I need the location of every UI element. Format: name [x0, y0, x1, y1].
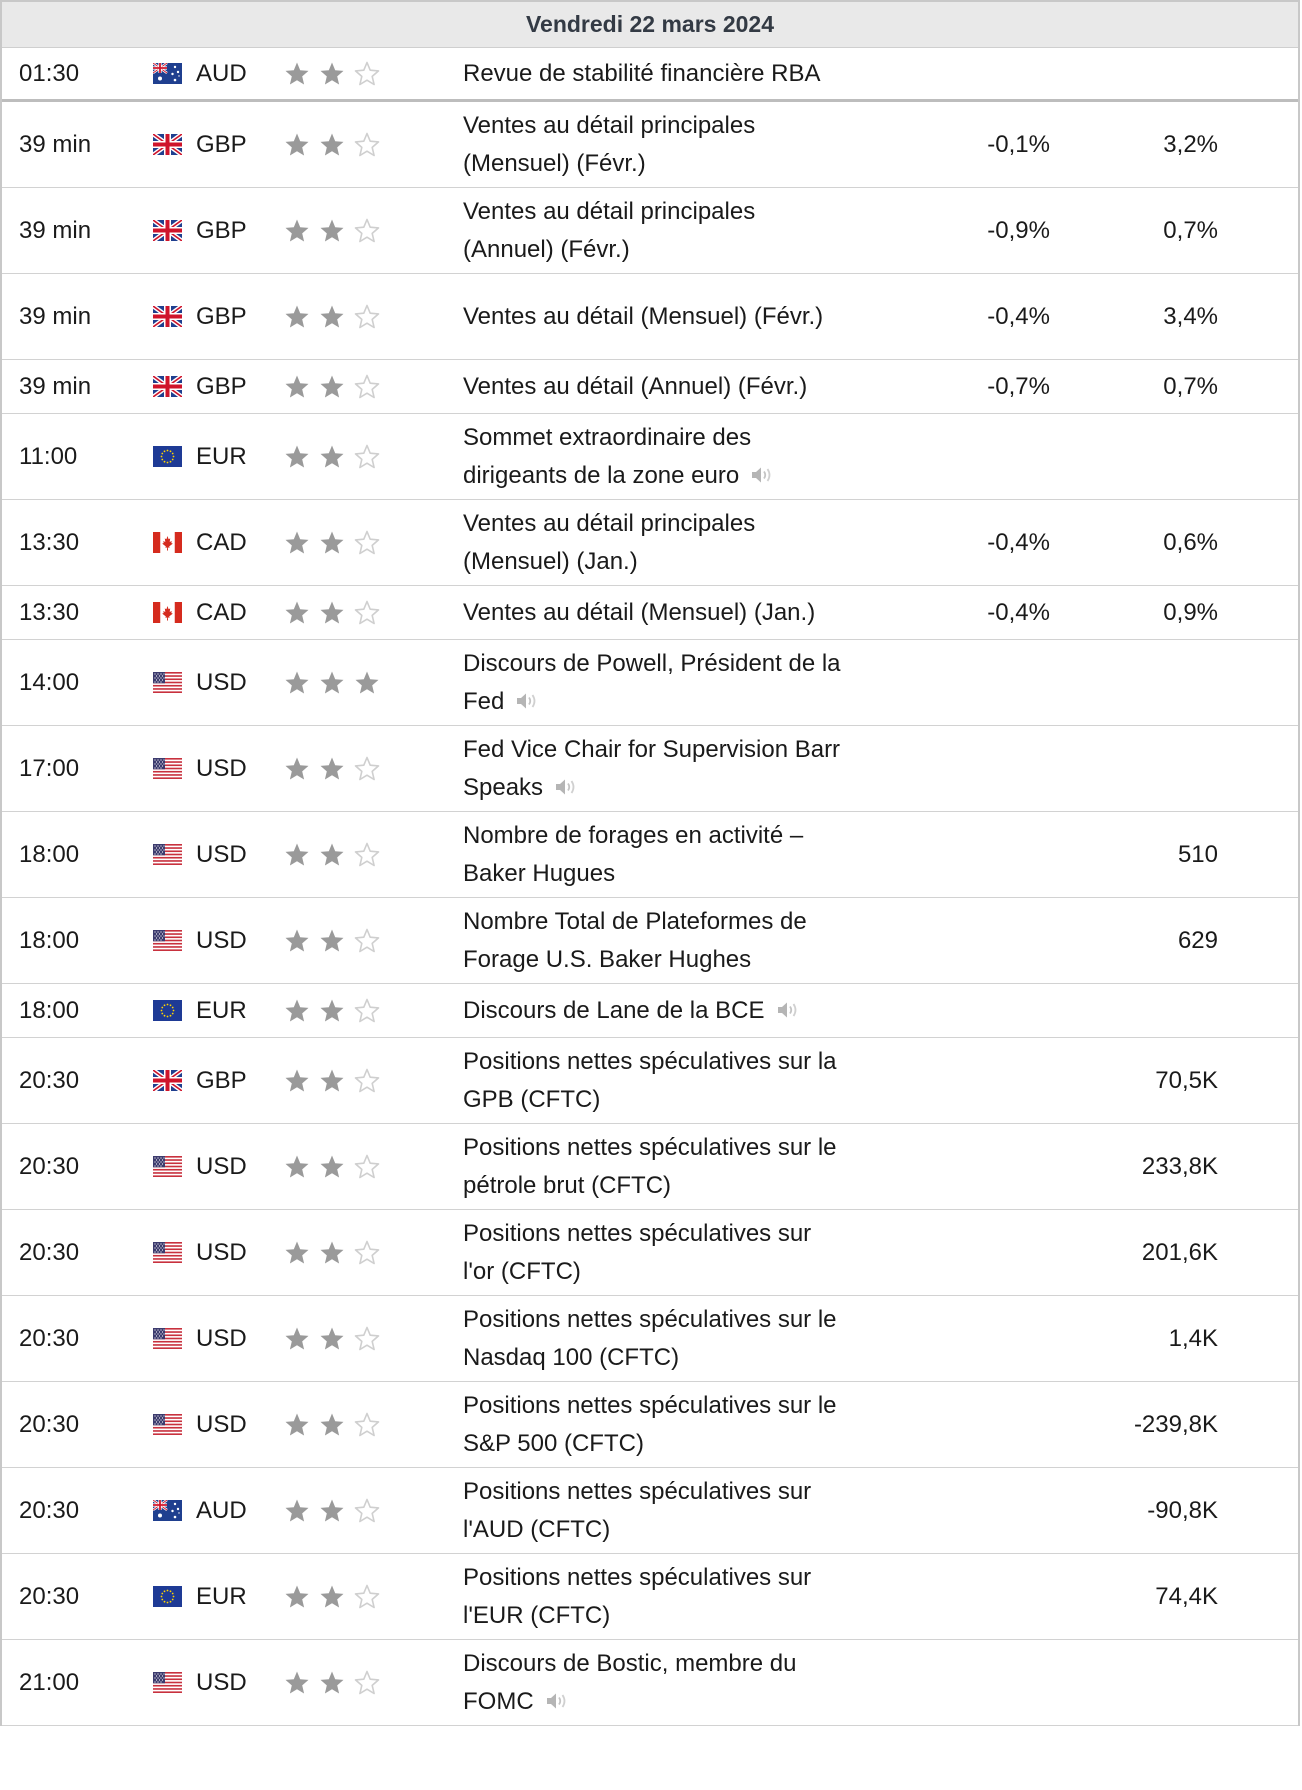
event-time: 14:00: [19, 668, 80, 696]
previous-value: -0,9%: [987, 216, 1050, 244]
star-empty-icon: [353, 373, 381, 401]
currency-code: USD: [196, 926, 247, 954]
star-empty-icon: [353, 1153, 381, 1181]
star-filled-icon: [283, 1153, 311, 1181]
currency-code: USD: [196, 1238, 247, 1266]
event-time: 20:30: [19, 1582, 80, 1610]
star-empty-icon: [353, 755, 381, 783]
star-filled-icon: [318, 841, 346, 869]
us-flag-icon: [153, 898, 182, 983]
previous-value: -0,1%: [987, 130, 1050, 158]
currency-code: GBP: [196, 1066, 247, 1094]
event-name[interactable]: Discours de Bostic, membre du FOMC: [463, 1649, 797, 1715]
star-filled-icon: [318, 529, 346, 557]
star-filled-icon: [283, 60, 311, 88]
event-time: 18:00: [19, 926, 80, 954]
event-time: 01:30: [19, 59, 80, 87]
event-row[interactable]: [2, 1038, 1298, 1124]
star-filled-icon: [283, 755, 311, 783]
uk-flag-icon: [153, 1038, 182, 1123]
star-filled-icon: [318, 669, 346, 697]
star-empty-icon: [353, 997, 381, 1025]
event-time: 13:30: [19, 598, 80, 626]
event-time: 20:30: [19, 1238, 80, 1266]
star-filled-icon: [318, 1153, 346, 1181]
actual-value: 1,4K: [1168, 1324, 1218, 1352]
event-row[interactable]: [2, 274, 1298, 360]
event-name[interactable]: Sommet extraordinaire des dirigeants de la zone euro: [463, 423, 752, 489]
currency-code: CAD: [196, 528, 247, 556]
event-time: 13:30: [19, 528, 80, 556]
star-filled-icon: [283, 443, 311, 471]
star-empty-icon: [353, 217, 381, 245]
star-empty-icon: [353, 1669, 381, 1697]
star-filled-icon: [283, 1239, 311, 1267]
au-flag-icon: [153, 1468, 182, 1553]
actual-value: 629: [1177, 926, 1218, 954]
star-filled-icon: [318, 131, 346, 159]
currency-code: USD: [196, 1324, 247, 1352]
event-row[interactable]: [2, 102, 1298, 188]
actual-value: 0,9%: [1163, 598, 1218, 626]
event-row[interactable]: [2, 414, 1298, 500]
ca-flag-icon: [153, 586, 182, 639]
star-filled-icon: [283, 373, 311, 401]
event-name-cell: [463, 414, 843, 499]
star-filled-icon: [318, 997, 346, 1025]
star-filled-icon: [318, 303, 346, 331]
event-name-cell: [463, 102, 843, 187]
star-filled-icon: [283, 841, 311, 869]
currency-code: AUD: [196, 59, 247, 87]
star-empty-icon: [353, 841, 381, 869]
event-name-cell: [463, 640, 843, 725]
event-time: 39 min: [19, 130, 92, 158]
star-empty-icon: [353, 599, 381, 627]
event-time: 39 min: [19, 372, 92, 400]
currency-code: USD: [196, 840, 247, 868]
event-name-cell: [463, 812, 843, 897]
event-row[interactable]: [2, 1210, 1298, 1296]
importance-rating: [283, 812, 381, 897]
event-name-cell: [463, 500, 843, 585]
event-name-cell: [463, 1038, 843, 1123]
importance-rating: [283, 500, 381, 585]
currency-code: USD: [196, 754, 247, 782]
previous-value: -0,4%: [987, 598, 1050, 626]
currency-code: GBP: [196, 372, 247, 400]
actual-value: 201,6K: [1141, 1238, 1218, 1266]
event-time: 18:00: [19, 840, 80, 868]
currency-code: EUR: [196, 1582, 247, 1610]
currency-code: USD: [196, 1152, 247, 1180]
star-empty-icon: [353, 1325, 381, 1353]
event-row[interactable]: [2, 1124, 1298, 1210]
event-name[interactable]: Positions nettes spéculatives sur l'or (CFTC): [463, 1219, 812, 1285]
importance-rating: [283, 1382, 381, 1467]
event-name[interactable]: Nombre Total de Plateformes de Forage U.S. Baker Hughes: [463, 907, 807, 973]
star-filled-icon: [318, 60, 346, 88]
star-filled-icon: [318, 1411, 346, 1439]
eu-flag-icon: [153, 1554, 182, 1639]
star-empty-icon: [353, 60, 381, 88]
us-flag-icon: [153, 1210, 182, 1295]
star-filled-icon: [283, 669, 311, 697]
star-filled-icon: [318, 599, 346, 627]
event-name[interactable]: Fed Vice Chair for Supervision Barr Speaks: [463, 735, 841, 801]
currency-code: EUR: [196, 442, 247, 470]
previous-value: -0,7%: [987, 372, 1050, 400]
star-empty-icon: [353, 443, 381, 471]
star-filled-icon: [318, 755, 346, 783]
importance-rating: [283, 274, 381, 359]
actual-value: 74,4K: [1155, 1582, 1218, 1610]
event-name[interactable]: Positions nettes spéculatives sur l'EUR (CFTC): [463, 1563, 812, 1629]
event-row[interactable]: [2, 812, 1298, 898]
star-filled-icon: [283, 303, 311, 331]
event-name[interactable]: Ventes au détail principales (Mensuel) (Févr.): [463, 111, 756, 177]
us-flag-icon: [153, 640, 182, 725]
currency-code: GBP: [196, 216, 247, 244]
star-filled-icon: [283, 927, 311, 955]
actual-value: 510: [1177, 840, 1218, 868]
star-filled-icon: [318, 1497, 346, 1525]
currency-code: GBP: [196, 130, 247, 158]
currency-code: USD: [196, 668, 247, 696]
event-name-cell: [463, 586, 843, 639]
actual-value: 0,7%: [1163, 216, 1218, 244]
actual-value: 3,4%: [1163, 302, 1218, 330]
importance-rating: [283, 1554, 381, 1639]
event-row[interactable]: [2, 360, 1298, 414]
au-flag-icon: [153, 48, 182, 99]
eu-flag-icon: [153, 414, 182, 499]
event-name-cell: [463, 726, 843, 811]
currency-code: EUR: [196, 996, 247, 1024]
actual-value: 233,8K: [1141, 1152, 1218, 1180]
event-time: 18:00: [19, 996, 80, 1024]
currency-code: GBP: [196, 302, 247, 330]
event-name-cell: [463, 1554, 843, 1639]
actual-value: 0,7%: [1163, 372, 1218, 400]
uk-flag-icon: [153, 274, 182, 359]
star-empty-icon: [353, 303, 381, 331]
star-filled-icon: [283, 131, 311, 159]
us-flag-icon: [153, 1640, 182, 1725]
event-row[interactable]: [2, 1296, 1298, 1382]
event-row[interactable]: [2, 500, 1298, 586]
event-name[interactable]: Ventes au détail (Annuel) (Févr.): [463, 372, 808, 400]
currency-code: CAD: [196, 598, 247, 626]
event-row[interactable]: [2, 1382, 1298, 1468]
star-filled-icon: [283, 1583, 311, 1611]
event-name-cell: [463, 1210, 843, 1295]
event-name-cell: [463, 1640, 843, 1725]
actual-value: 70,5K: [1155, 1066, 1218, 1094]
star-empty-icon: [353, 131, 381, 159]
us-flag-icon: [153, 1382, 182, 1467]
event-row[interactable]: [2, 1640, 1298, 1726]
importance-rating: [283, 1468, 381, 1553]
event-name[interactable]: Ventes au détail principales (Mensuel) (Jan.): [463, 509, 756, 575]
event-row[interactable]: [2, 48, 1298, 102]
star-empty-icon: [353, 927, 381, 955]
event-row[interactable]: [2, 640, 1298, 726]
event-time: 11:00: [19, 442, 78, 470]
star-filled-icon: [318, 927, 346, 955]
importance-rating: [283, 586, 381, 639]
day-header: Vendredi 22 mars 2024: [2, 0, 1298, 48]
star-empty-icon: [353, 1239, 381, 1267]
importance-rating: [283, 102, 381, 187]
actual-value: -90,8K: [1147, 1496, 1218, 1524]
star-filled-icon: [283, 1497, 311, 1525]
event-name[interactable]: Revue de stabilité financière RBA: [463, 59, 821, 87]
event-name[interactable]: Positions nettes spéculatives sur l'AUD (CFTC): [463, 1477, 812, 1543]
event-name[interactable]: Nombre de forages en activité – Baker Hugues: [463, 821, 804, 887]
event-name-cell: [463, 1124, 843, 1209]
importance-rating: [283, 1210, 381, 1295]
uk-flag-icon: [153, 102, 182, 187]
importance-rating: [283, 360, 381, 413]
event-row[interactable]: [2, 898, 1298, 984]
event-name[interactable]: Ventes au détail (Mensuel) (Févr.): [463, 302, 824, 330]
event-name-cell: [463, 1296, 843, 1381]
importance-rating: [283, 1640, 381, 1725]
star-filled-icon: [318, 373, 346, 401]
previous-value: -0,4%: [987, 528, 1050, 556]
star-filled-icon: [353, 669, 381, 697]
event-name-cell: [463, 1382, 843, 1467]
event-time: 20:30: [19, 1496, 80, 1524]
importance-rating: [283, 640, 381, 725]
event-row[interactable]: [2, 984, 1298, 1038]
event-row[interactable]: [2, 188, 1298, 274]
star-filled-icon: [318, 1239, 346, 1267]
currency-code: AUD: [196, 1496, 247, 1524]
speaker-icon: [544, 1690, 570, 1712]
event-time: 20:30: [19, 1152, 80, 1180]
us-flag-icon: [153, 726, 182, 811]
star-filled-icon: [283, 1325, 311, 1353]
star-filled-icon: [283, 997, 311, 1025]
us-flag-icon: [153, 812, 182, 897]
event-time: 20:30: [19, 1066, 80, 1094]
event-name[interactable]: Ventes au détail (Mensuel) (Jan.): [463, 598, 816, 626]
importance-rating: [283, 898, 381, 983]
star-empty-icon: [353, 1497, 381, 1525]
event-name-cell: [463, 984, 843, 1037]
event-row[interactable]: [2, 586, 1298, 640]
event-name[interactable]: Discours de Powell, Président de la Fed: [463, 649, 841, 715]
star-filled-icon: [283, 529, 311, 557]
event-name[interactable]: Positions nettes spéculatives sur le pétrole brut (CFTC): [463, 1133, 837, 1199]
star-empty-icon: [353, 529, 381, 557]
star-empty-icon: [353, 1583, 381, 1611]
star-filled-icon: [283, 217, 311, 245]
event-name-cell: [463, 1468, 843, 1553]
event-row[interactable]: [2, 1554, 1298, 1640]
currency-code: USD: [196, 1410, 247, 1438]
currency-code: USD: [196, 1668, 247, 1696]
importance-rating: [283, 984, 381, 1037]
event-name-cell: [463, 48, 843, 99]
event-name[interactable]: Positions nettes spéculatives sur la GPB (CFTC): [463, 1047, 837, 1113]
speaker-icon: [553, 776, 579, 798]
event-name[interactable]: Ventes au détail principales (Annuel) (Févr.): [463, 197, 756, 263]
event-name-cell: [463, 188, 843, 273]
event-row[interactable]: [2, 726, 1298, 812]
star-filled-icon: [318, 1067, 346, 1095]
speaker-icon: [775, 999, 801, 1021]
ca-flag-icon: [153, 500, 182, 585]
speaker-icon: [514, 690, 540, 712]
importance-rating: [283, 414, 381, 499]
previous-value: -0,4%: [987, 302, 1050, 330]
event-row[interactable]: [2, 1468, 1298, 1554]
star-filled-icon: [318, 1325, 346, 1353]
actual-value: -239,8K: [1133, 1410, 1218, 1438]
event-time: 21:00: [19, 1668, 80, 1696]
star-filled-icon: [283, 1067, 311, 1095]
uk-flag-icon: [153, 188, 182, 273]
star-empty-icon: [353, 1411, 381, 1439]
event-name-cell: [463, 360, 843, 413]
event-name[interactable]: Positions nettes spéculatives sur le S&P 500 (CFTC): [463, 1391, 837, 1457]
event-name[interactable]: Discours de Lane de la BCE: [463, 996, 765, 1024]
uk-flag-icon: [153, 360, 182, 413]
star-filled-icon: [283, 599, 311, 627]
event-time: 39 min: [19, 302, 92, 330]
importance-rating: [283, 48, 381, 99]
event-time: 20:30: [19, 1410, 80, 1438]
events-list: [2, 48, 1298, 1726]
event-name-cell: [463, 898, 843, 983]
importance-rating: [283, 1124, 381, 1209]
importance-rating: [283, 1038, 381, 1123]
event-time: 17:00: [19, 754, 80, 782]
importance-rating: [283, 188, 381, 273]
importance-rating: [283, 726, 381, 811]
star-filled-icon: [283, 1669, 311, 1697]
importance-rating: [283, 1296, 381, 1381]
actual-value: 0,6%: [1163, 528, 1218, 556]
star-filled-icon: [318, 1669, 346, 1697]
us-flag-icon: [153, 1296, 182, 1381]
us-flag-icon: [153, 1124, 182, 1209]
star-filled-icon: [318, 1583, 346, 1611]
speaker-icon: [749, 464, 775, 486]
star-empty-icon: [353, 1067, 381, 1095]
event-time: 39 min: [19, 216, 92, 244]
star-filled-icon: [283, 1411, 311, 1439]
event-name[interactable]: Positions nettes spéculatives sur le Nasdaq 100 (CFTC): [463, 1305, 837, 1371]
eu-flag-icon: [153, 984, 182, 1037]
star-filled-icon: [318, 217, 346, 245]
star-filled-icon: [318, 443, 346, 471]
event-name-cell: [463, 274, 843, 359]
event-time: 20:30: [19, 1324, 80, 1352]
actual-value: 3,2%: [1163, 130, 1218, 158]
